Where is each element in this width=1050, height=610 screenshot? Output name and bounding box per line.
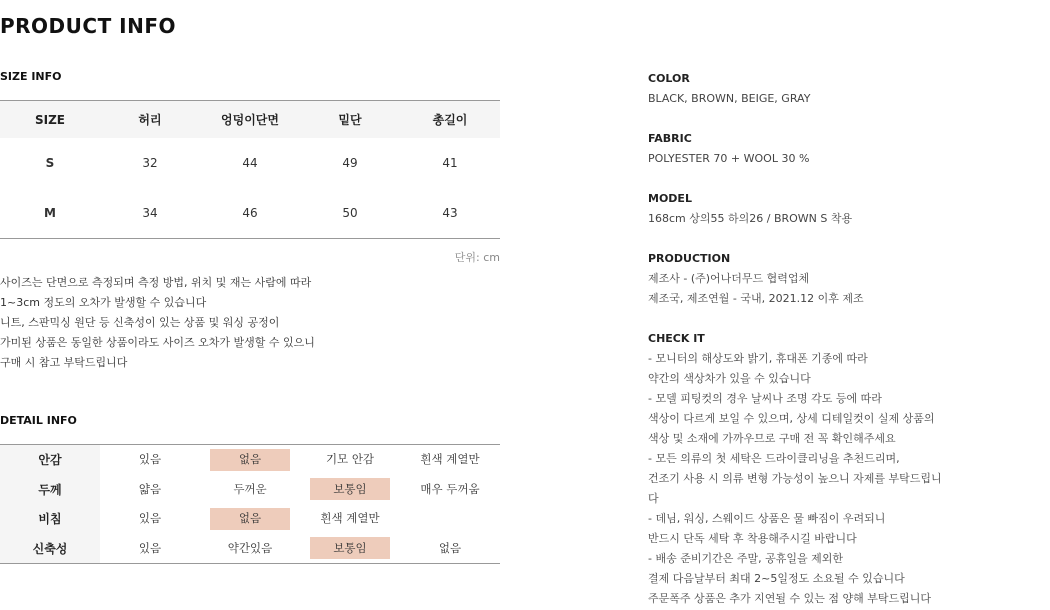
info-text: 색상 및 소재에 가까우므로 구매 전 꼭 확인해주세요 (648, 432, 896, 445)
size-table-row (0, 138, 500, 188)
info-text: - 데님, 워싱, 스웨이드 상품은 물 빠짐이 우려되니 (648, 512, 886, 525)
detail-row (0, 445, 500, 475)
detail-row (0, 504, 500, 534)
size-table-row (0, 188, 500, 238)
detail-option: 있음 (138, 452, 162, 467)
detail-option: 보통임 (310, 478, 390, 500)
detail-option: 있음 (138, 511, 162, 526)
detail-label: 신축성 (0, 534, 100, 564)
size-note-line: 구매 시 참고 부탁드립니다 (0, 356, 128, 369)
info-text: 반드시 단독 세탁 후 착용해주시길 바랍니다 (648, 532, 857, 545)
product-info-panel (648, 70, 1048, 610)
detail-option: 약간있음 (227, 540, 273, 555)
detail-option: 없음 (210, 508, 290, 530)
detail-option: 없음 (438, 540, 462, 555)
size-note-line: 1~3cm 정도의 오차가 발생할 수 있습니다 (0, 296, 207, 309)
size-notes (0, 274, 500, 374)
info-heading: FABRIC (648, 132, 692, 145)
info-text: 색상이 다르게 보일 수 있으며, 상세 디테일컷이 실제 상품의 (648, 412, 935, 425)
size-cell: S (45, 156, 55, 170)
info-text: 건조기 사용 시 의류 변형 가능성이 높으니 자제를 부탁드립니 (648, 472, 942, 485)
detail-option: 매우 두꺼움 (420, 481, 480, 496)
info-fabric (648, 130, 1048, 170)
detail-row (0, 475, 500, 505)
info-text: - 모든 의류의 첫 세탁은 드라이클리닝을 추천드리며, (648, 452, 900, 465)
detail-option: 얇음 (138, 481, 162, 496)
info-heading: CHECK IT (648, 332, 705, 345)
size-cell: 49 (342, 156, 358, 170)
detail-label: 안감 (0, 445, 100, 475)
detail-info-title: DETAIL INFO (0, 414, 77, 427)
info-text: 제조사 - (주)어나더무드 협력업체 (648, 272, 810, 285)
size-note-line: 가미된 상품은 동일한 상품이라도 사이즈 오차가 발생할 수 있으니 (0, 336, 315, 349)
info-text: 제조국, 제조연월 - 국내, 2021.12 이후 제조 (648, 292, 864, 305)
detail-row (0, 534, 500, 564)
page-title: PRODUCT INFO (0, 14, 177, 38)
info-production (648, 250, 1048, 310)
size-note-line: 니트, 스판믹싱 원단 등 신축성이 있는 상품 및 워싱 공정이 (0, 316, 280, 329)
size-header-cell: 엉덩이단면 (221, 113, 279, 127)
size-header-cell: 허리 (138, 113, 162, 127)
size-header-cell: 총길이 (432, 113, 468, 127)
info-color (648, 70, 1048, 110)
detail-label: 두께 (0, 475, 100, 505)
size-cell: 34 (142, 206, 158, 220)
info-heading: COLOR (648, 72, 690, 85)
info-text: 주문폭주 상품은 추가 지연될 수 있는 점 양해 부탁드립니다 (648, 592, 931, 605)
info-text: - 배송 준비기간은 주말, 공휴일을 제외한 (648, 552, 843, 565)
info-text: BLACK, BROWN, BEIGE, GRAY (648, 92, 811, 105)
info-model (648, 190, 1048, 230)
detail-option: 두꺼운 (233, 481, 267, 496)
detail-label: 비침 (0, 504, 100, 534)
size-cell: M (44, 206, 56, 220)
size-cell: 44 (242, 156, 258, 170)
info-text: 다 (648, 492, 659, 505)
info-check-it (648, 330, 1048, 610)
size-cell: 41 (442, 156, 458, 170)
size-header-cell: 밑단 (338, 113, 362, 127)
unit-note: 단위: cm (454, 251, 500, 264)
info-heading: MODEL (648, 192, 692, 205)
size-note-line: 사이즈는 단면으로 측정되며 측정 방법, 위치 및 재는 사람에 따라 (0, 276, 312, 289)
info-text: 168cm 상의55 하의26 / BROWN S 착용 (648, 212, 853, 225)
info-text: 약간의 색상차가 있을 수 있습니다 (648, 372, 811, 385)
info-heading: PRODUCTION (648, 252, 731, 265)
size-cell: 50 (342, 206, 358, 220)
detail-option: 있음 (138, 540, 162, 555)
size-table-header (0, 101, 500, 138)
detail-table (0, 444, 500, 564)
size-cell: 32 (142, 156, 158, 170)
info-text: 결제 다음날부터 최대 2~5일정도 소요될 수 있습니다 (648, 572, 905, 585)
size-cell: 46 (242, 206, 258, 220)
detail-option: 보통임 (310, 537, 390, 559)
detail-option: 흰색 계열만 (320, 511, 380, 526)
detail-option: 흰색 계열만 (420, 452, 480, 467)
size-info-title: SIZE INFO (0, 70, 62, 83)
size-header-cell: SIZE (34, 112, 65, 127)
info-text: POLYESTER 70 + WOOL 30 % (648, 152, 810, 165)
size-table (0, 100, 500, 239)
info-text: - 모니터의 해상도와 밝기, 휴대폰 기종에 따라 (648, 352, 868, 365)
detail-option: 없음 (210, 449, 290, 471)
detail-option (410, 508, 490, 530)
size-cell: 43 (442, 206, 458, 220)
detail-option: 기모 안감 (325, 452, 375, 467)
info-text: - 모델 피팅컷의 경우 날씨나 조명 각도 등에 따라 (648, 392, 882, 405)
